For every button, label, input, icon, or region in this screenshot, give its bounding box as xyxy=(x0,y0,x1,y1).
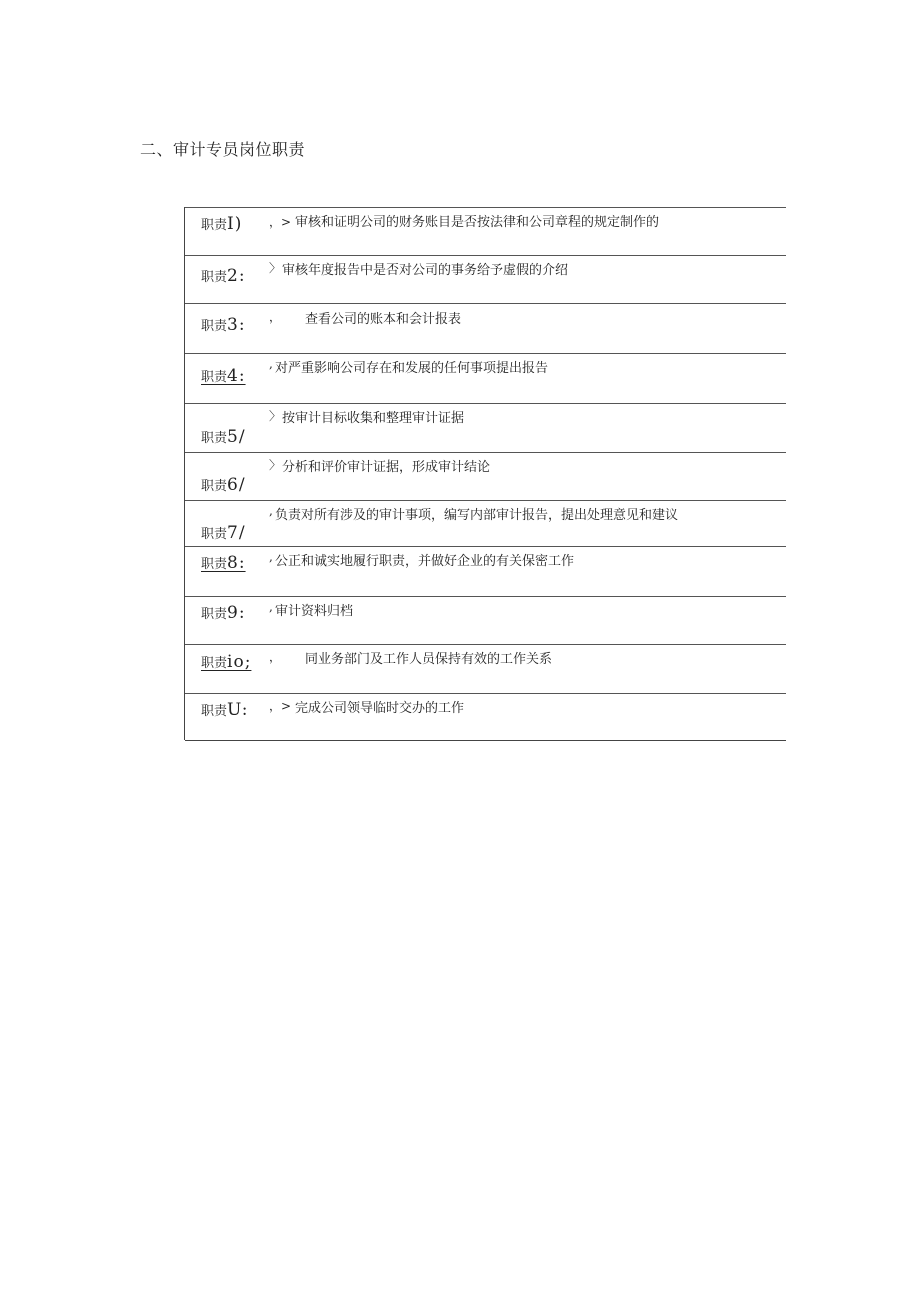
duty-prefix: 〉 xyxy=(269,458,282,472)
duty-text: 分析和评价审计证据，形成审计结论 xyxy=(282,460,491,475)
duty-row xyxy=(185,596,786,645)
duty-row xyxy=(185,546,786,597)
duty-label: 职责8: xyxy=(201,553,246,573)
duty-row xyxy=(185,303,786,354)
duty-label: 职责I) xyxy=(201,214,243,234)
duty-text: 同业务部门及工作人员保持有效的工作关系 xyxy=(305,652,553,667)
duty-prefix: , xyxy=(269,504,273,518)
duty-row xyxy=(185,353,786,404)
duty-text: 审核和证明公司的财务账目是否按法律和公司章程的规定制作的 xyxy=(295,215,660,230)
duty-prefix: , xyxy=(269,550,273,564)
duty-label: 职责io; xyxy=(201,652,252,672)
duties-table xyxy=(184,207,786,740)
duty-text: 按审计目标收集和整理审计证据 xyxy=(282,411,465,426)
duty-prefix: ， xyxy=(269,650,282,664)
duty-label: 职责3: xyxy=(201,315,246,335)
duty-text: 对严重影响公司存在和发展的任何事项提出报告 xyxy=(275,361,549,376)
section-heading: 二、审计专员岗位职责 xyxy=(140,140,306,159)
duty-prefix: , xyxy=(269,600,273,614)
duty-prefix: , xyxy=(269,357,273,371)
duty-text: 查看公司的账本和会计报表 xyxy=(305,312,462,327)
duty-text: 完成公司领导临时交办的工作 xyxy=(295,701,465,716)
duty-row xyxy=(185,644,786,694)
duty-label: 职责U: xyxy=(201,700,249,720)
duty-prefix: ，> xyxy=(269,699,292,713)
duty-prefix: ， xyxy=(269,310,282,324)
duty-text: 审计资料归档 xyxy=(275,604,354,619)
duty-row xyxy=(185,500,786,547)
duty-label: 职责6/ xyxy=(201,475,246,495)
duty-row xyxy=(185,452,786,501)
duty-prefix: 〉 xyxy=(269,409,282,423)
duty-text: 公正和诚实地履行职责，并做好企业的有关保密工作 xyxy=(275,554,575,569)
duty-label: 职责5/ xyxy=(201,427,246,447)
duty-text: 负责对所有涉及的审计事项，编写内部审计报告，提出处理意见和建议 xyxy=(275,508,679,523)
duty-label: 职责9: xyxy=(201,603,246,623)
duty-row xyxy=(185,693,786,741)
duty-prefix: ，> xyxy=(269,215,292,229)
duty-label: 职责4: xyxy=(201,366,246,386)
duty-row xyxy=(185,255,786,304)
duty-row xyxy=(185,207,786,256)
duty-text: 审核年度报告中是否对公司的事务给予虚假的介绍 xyxy=(282,263,569,278)
duty-label: 职责7/ xyxy=(201,523,246,543)
duty-row xyxy=(185,403,786,453)
duty-prefix: 〉 xyxy=(269,261,282,275)
duty-label: 职责2: xyxy=(201,266,246,286)
